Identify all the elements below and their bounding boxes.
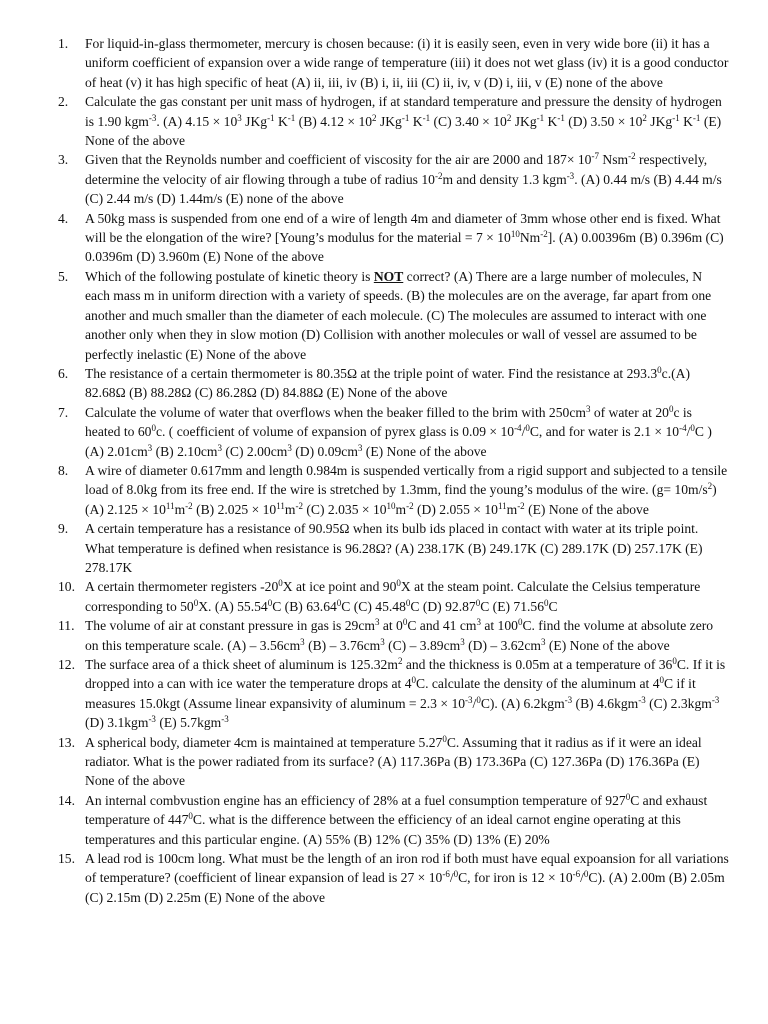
question-item: [58, 791, 730, 849]
question-list: [58, 34, 730, 907]
question-number: 8.: [58, 462, 69, 478]
question-number: 13.: [58, 734, 75, 750]
question-item: [58, 733, 730, 791]
question-text: A lead rod is 100cm long. What must be the length of an iron rod if both must have equal expoansion for all variations of temperature? (coefficient of linear expansion of lead is $27 \times 10^{-6}/^0C$, for iron is $12 \times 10^{-6}/^0C$). (A) 2.00m (B) 2.05m (C) 2.15m (D) 2.25m (E) None of the above: [85, 851, 729, 905]
question-text: A 50kg mass is suspended from one end of a wire of length 4m and diameter of 3mm whose other end is fixed. What will be the elongation of the wire? [Young’s modulus for the material = $7 \times 10^{10}Nm^{-2}$]. (A) 0.00396m (B) 0.396m (C) 0.0396m (D) 3.960m (E) None of the above: [85, 210, 724, 265]
question-text: For liquid-in-glass thermometer, mercury is chosen because: (i) it is easily seen, even in very wide bore (ii) it has a uniform coefficient of expansion over a wide range of temperature (iii) it does not wet glass (iv) it is a good conductor of heat (v) it has high specific of heat (A) ii, iii, iv (B) i, ii, iii (C) ii, iv, v (D) i, iii, v (E) none of the above: [85, 36, 729, 90]
question-number: 5.: [58, 268, 69, 284]
question-item: [58, 92, 730, 150]
question-text: The surface area of a thick sheet of aluminum is $125.32m^2$ and the thickness is 0.05m at a temperature of $36^0C$. If it is dropped into a can with ice water the temperature drops at $4^0C$. calculate the density of the aluminum at $4^0C$ if it measures 15.0kgt (Assume linear expansivity of aluminum = $2.3 \times 10^{-3}/^0C$). (A) 6.2kgm$^{-3}$ (B) 4.6kgm$^{-3}$ (C) 2.3kgm$^{-3}$ (D) 3.1kgm$^{-3}$ (E) 5.7kgm$^{-3}$: [85, 656, 726, 731]
question-number: 3.: [58, 152, 69, 168]
question-text: Which of the following postulate of kinetic theory is NOT correct? (A) There are a large number of molecules, N each mass m in uniform direction with a variety of speeds. (B) the molecules are on the average, far apart from one another and much smaller than the diameter of each molecule. (C) The molecules are assumed to interact with one another only when they in slow motion (D) Collision with another molecules or wall of vessel are assumed to be perfectly inelastic (E) None of the above: [85, 268, 712, 362]
question-number: 9.: [58, 521, 69, 537]
question-item: [58, 150, 730, 208]
question-item: [58, 403, 730, 461]
question-text: A certain thermometer registers $-20^0X$ at ice point and $90^0X$ at the steam point. Calculate the Celsius temperature corresponding to $50^0X$. (A) 55.54$^0$C (B) 63.64$^0$C (C) 45.48$^0$C (D) 92.87$^0$C (E) 71.56$^0$C: [85, 578, 701, 614]
question-number: 6.: [58, 365, 69, 381]
question-item: [58, 616, 730, 655]
question-text: An internal combvustion engine has an efficiency of 28% at a fuel consumption temperature of $927^0C$ and exhaust temperature of $447^0C$. what is the difference between the efficiency of an ideal carnot engine operating at this temperatures and this particular engine. (A) 55% (B) 12% (C) 35% (D) 13% (E) 20%: [85, 791, 708, 847]
question-text: The resistance of a certain thermometer is 80.35Ω at the triple point of water. Find the resistance at 293.3$^0$c.(A) 82.68Ω (B) 88.28Ω (C) 86.28Ω (D) 84.88Ω (E) None of the above: [85, 364, 690, 401]
question-text: The volume of air at constant pressure in gas is $29cm^3$ at $0^0C$ and 41 $cm^3$ at $100^0C$. find the volume at absolute zero on this temperature scale. $(A) - 3.56cm^3$ $(B) - 3.76cm^3$ $(C) - 3.89cm^3$ $(D) - 3.62cm^3$ (E) None of the above: [85, 617, 714, 653]
question-text: A wire of diameter 0.617mm and length 0.984m is suspended vertically from a rigid support and subjected to a tensile load of 8.0kg from its free end. If the wire is stretched by 1.3mm, find the young’s modulus of the wire. $(g= 10m/s^2)$ (A) $2.125 \times 10^{11}m^{-2}$ (B) $2.025 \times 10^{11}m^{-2}$ (C) $2.035 \times 10^{10}m^{-2}$ (D) $2.055 \times 10^{11}m^{-2}$ (E) None of the above: [85, 462, 728, 517]
question-text: Given that the Reynolds number and coefficient of viscosity for the air are 2000 and $187\times 10^{-7}$ Nsm$^{-2}$ respectively, determine the velocity of air flowing through a tube of radius $10^{-2}m$ and density 1.3 kgm$^{-3}$. (A) 0.44 m/s (B) 4.44 m/s (C) 2.44 m/s (D) 1.44m/s (E) none of the above: [85, 151, 722, 207]
question-item: [58, 364, 730, 403]
question-item: [58, 461, 730, 519]
question-text: Calculate the volume of water that overflows when the beaker filled to the brim with $250cm^3$ of water at $20^0c$ is heated to $60^0c$. ( coefficient of volume of expansion of pyrex glass is $0.09 \times 10^{-4}/^0C$, and for water is $2.1 \times 10^{-4}/^0C$ ) (A) $2.01cm^3$ (B) $2.10cm^3$ (C) $2.00cm^3$ (D) $0.09cm^3$ (E) None of the above: [85, 403, 712, 459]
question-text: Calculate the gas constant per unit mass of hydrogen, if at standard temperature and pressure the density of hydrogen is 1.90 kgm$^{-3}$. (A) $4.15 \times 10^3$ JKg$^{-1}$ $K^{-1}$ (B) $4.12 \times 10^2$ JKg$^{-1}$ $K^{-1}$ (C) $3.40 \times 10^2$ JKg$^{-1}$ $K^{-1}$ (D) $3.50 \times 10^2$ JKg$^{-1}$ $K^{-1}$ (E) None of the above: [85, 94, 722, 149]
question-item: [58, 849, 730, 907]
question-number: 1.: [58, 36, 69, 51]
question-item: [58, 34, 730, 92]
question-text: A spherical body, diameter 4cm is maintained at temperature 5.27$^0$C. Assuming that it radius as if it were an ideal radiator. What is the power radiated from its surface? (A) 117.36Pa (B) 173.36Pa (C) 127.36Pa (D) 176.36Pa (E) None of the above: [85, 733, 702, 789]
question-text: A certain temperature has a resistance of 90.95Ω when its bulb ids placed in contact with water at its triple point. What temperature is defined when resistance is 96.28Ω? (A) 238.17K (B) 249.17K (C) 289.17K (D) 257.17K (E) 278.17K: [85, 521, 703, 575]
question-item: [58, 577, 730, 616]
question-number: 7.: [58, 404, 69, 420]
question-item: [58, 519, 730, 577]
question-number: 15.: [58, 851, 75, 867]
question-number: 12.: [58, 657, 75, 672]
question-item: [58, 655, 730, 733]
question-number: 14.: [58, 792, 75, 808]
question-number: 10.: [58, 579, 75, 595]
question-item: [58, 209, 730, 267]
question-item: [58, 267, 730, 364]
question-number: 11.: [58, 618, 75, 634]
question-number: 4.: [58, 210, 69, 226]
question-number: 2.: [58, 94, 69, 110]
